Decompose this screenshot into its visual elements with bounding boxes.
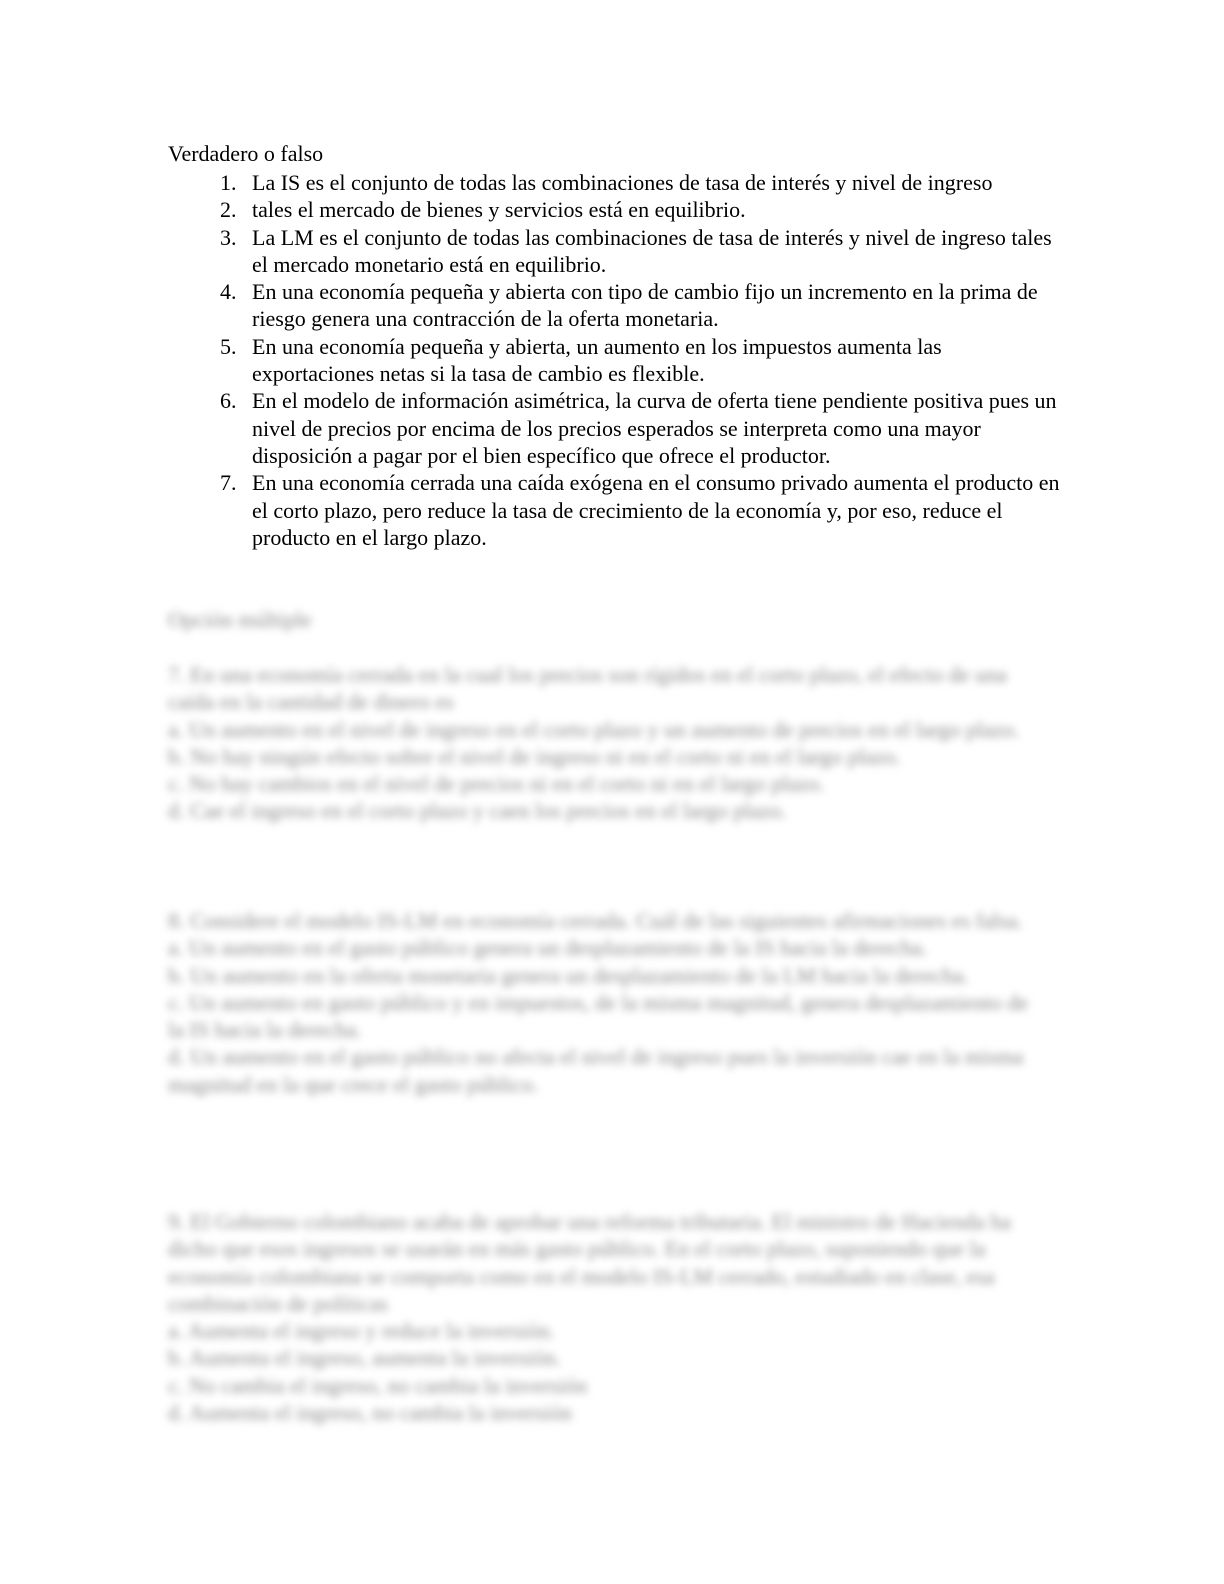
item-text: tales el mercado de bienes y servicios está en equilibrio. <box>252 197 746 223</box>
list-item <box>168 469 1068 551</box>
item-number: 5. <box>220 333 237 359</box>
answer-option: c. Un aumento en gasto público y en impuestos, de la misma magnitud, genera desplazamiento de la IS hacia la derecha. <box>168 989 1029 1043</box>
true-false-list <box>168 169 1068 551</box>
item-number: 3. <box>220 224 237 250</box>
list-item <box>168 387 1068 469</box>
item-number: 7. <box>220 470 237 496</box>
list-item <box>168 333 1068 388</box>
question-block <box>168 907 1048 1098</box>
item-number: 6. <box>220 388 237 414</box>
list-item <box>168 169 1068 196</box>
item-text: La IS es el conjunto de todas las combinaciones de tasa de interés y nivel de ingreso <box>252 170 993 195</box>
answer-option: b. Un aumento en la oferta monetaria genera un desplazamiento de la LM hacia la derecha. <box>168 962 969 988</box>
item-number: 1. <box>220 170 237 195</box>
item-text: En el modelo de información asimétrica, la curva de oferta tiene pendiente positiva pues un nivel de precios por encima de los precios esperados se interpreta como una mayor disposición a pagar por el bien específico que ofrece el productor. <box>252 388 1057 468</box>
item-number: 4. <box>220 279 237 305</box>
answer-option: c. No cambia el ingreso, no cambia la inversión <box>168 1372 588 1398</box>
answer-option: d. Aumenta el ingreso, no cambia la inversión <box>168 1400 572 1426</box>
question-block <box>168 661 1048 825</box>
answer-option: a. Un aumento en el gasto público genera un desplazamiento de la IS hacia la derecha. <box>168 935 928 961</box>
answer-option: d. Un aumento en el gasto público no afecta el nivel de ingreso pues la inversión cae en la misma magnitud en la que crece el gasto público. <box>168 1044 1024 1097</box>
answer-option: b. No hay ningún efecto sobre el nivel de ingreso ni en el corto ni en el largo plazo. <box>168 743 901 769</box>
answer-option: a. Aumenta el ingreso y reduce la inversión. <box>168 1318 555 1344</box>
list-item <box>168 278 1068 333</box>
question-stem: 9. El Gobierno colombiano acaba de aprobar una reforma tributaria. El ministro de Hacienda ha dicho que esos ingresos se usarán en más gasto público. En el corto plazo, suponiendo que la economía colombiana se comporta como en el modelo IS-LM cerrado, estudiado en clase, esa combinación de políticas <box>168 1209 1012 1316</box>
answer-option: a. Un aumento en el nivel de ingreso en el corto plazo y un aumento de precios en el largo plazo. <box>168 716 1020 742</box>
true-false-heading: Verdadero o falso <box>168 141 324 166</box>
list-item <box>168 196 1068 223</box>
answer-option: c. No hay cambios en el nivel de precios ni en el corto ni en el largo plazo. <box>168 771 825 797</box>
item-text: La LM es el conjunto de todas las combinaciones de tasa de interés y nivel de ingreso tales el mercado monetario está en equilibrio. <box>252 224 1052 277</box>
item-number: 2. <box>220 197 237 223</box>
item-text: En una economía cerrada una caída exógena en el consumo privado aumenta el producto en el corto plazo, pero reduce la tasa de crecimiento de la economía y, por eso, reduce el producto en el largo plazo. <box>252 470 1060 550</box>
multiple-choice-heading <box>168 606 1048 633</box>
question-stem: 8. Considere el modelo IS-LM en economía cerrada. Cuál de las siguientes afirmaciones es falsa. <box>168 908 1023 933</box>
section-title: Opción múltiple <box>168 607 312 632</box>
question-block <box>168 1208 1048 1426</box>
item-text: En una economía pequeña y abierta, un aumento en los impuestos aumenta las exportaciones netas si la tasa de cambio es flexible. <box>252 333 942 387</box>
answer-option: b. Aumenta el ingreso, aumenta la inversión. <box>168 1345 561 1371</box>
answer-option: d. Cae el ingreso en el corto plazo y caen los precios en el largo plazo. <box>168 798 787 824</box>
item-text: En una economía pequeña y abierta con tipo de cambio fijo un incremento en la prima de riesgo genera una contracción de la oferta monetaria. <box>252 279 1038 332</box>
list-item <box>168 224 1068 279</box>
question-stem: 7. En una economía cerrada en la cual los precios son rígidos en el corto plazo, el efecto de una caída en la cantidad de dinero es <box>168 662 1007 715</box>
